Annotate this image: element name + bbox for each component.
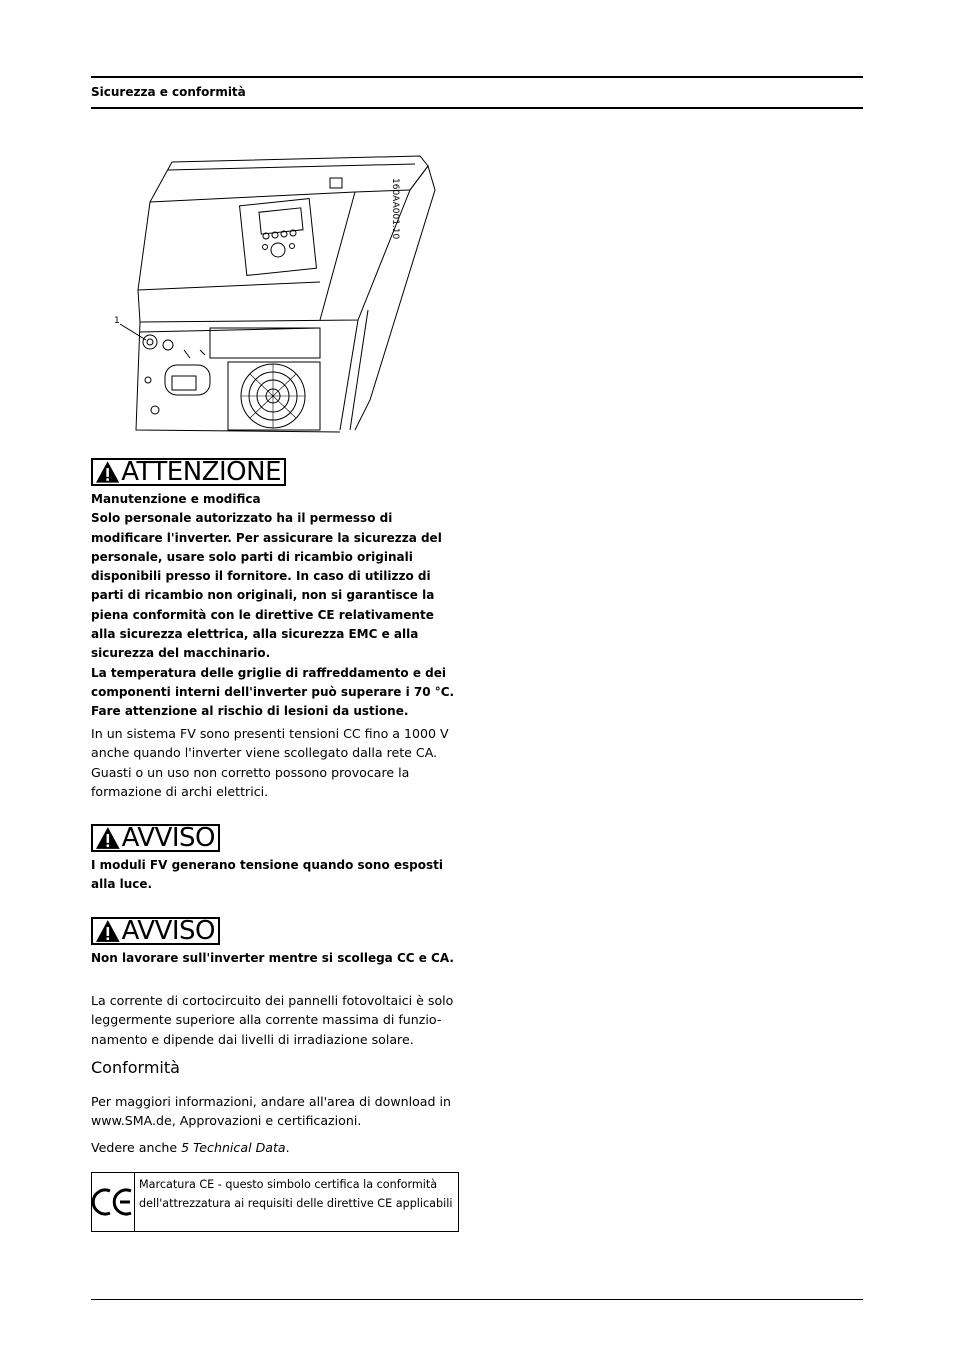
ce-marking-table <box>91 1172 459 1232</box>
see-also-reference[interactable]: 5 Technical Data <box>181 1140 286 1155</box>
figure-drawing-id: 160AA001.10 <box>390 178 400 240</box>
figure-callout-1: 1 <box>114 316 120 326</box>
see-also-suffix: . <box>285 1140 290 1155</box>
see-also-line <box>91 1138 459 1157</box>
conformita-paragraph: Per maggiori informazioni, andare all'area di download in www.SMA.de, Approvazioni e certificazioni. <box>91 1094 451 1129</box>
warning-icon <box>95 826 121 850</box>
avviso-banner-2 <box>91 917 220 945</box>
attenzione-label: ATTENZIONE <box>121 457 281 487</box>
warning-icon <box>95 460 120 484</box>
paragraph-fv-voltage: In un sistema FV sono presenti tensioni CC fino a 1000 V anche quando l'inverter viene scollegato dalla rete CA. Guasti o un uso non corretto possono provocare la formazione di archi elettrici. <box>91 726 449 799</box>
avviso-banner-1 <box>91 824 220 852</box>
see-also-prefix: Vedere anche <box>91 1140 182 1155</box>
ce-description-cell: Marcatura CE - questo simbolo certifica la conformità dell'attrezzatura ai requisiti delle direttive CE applicabili <box>139 1178 453 1210</box>
paragraph-short-circuit: La corrente di cortocircuito dei pannelli fotovoltaici è solo leggermente superiore alla corrente massima di funzio- namento e dipende dai livelli di irradiazione solare. <box>91 993 454 1047</box>
header-top-rule <box>91 76 863 78</box>
ce-mark-icon <box>92 1187 134 1217</box>
section-title-conformita: Conformità <box>91 1058 180 1077</box>
attenzione-heading: Manutenzione e modifica <box>91 492 261 506</box>
attenzione-body-1: Solo personale autorizzato ha il permesso di modificare l'inverter. Per assicurare la sicurezza del personale, usare solo parti di ricambio originali disponibili presso il fornitore. In caso di utilizzo di parti di ricambio non originali, non si garantisce la piena conformità con le direttive CE relativamente alla sicurezza elettrica, alla sicurezza EMC e alla sicurezza del macchinario. <box>91 511 442 661</box>
avviso-label-1: AVVISO <box>121 823 215 853</box>
attenzione-banner <box>91 458 286 486</box>
header-section-title: Sicurezza e conformità <box>91 85 246 99</box>
ce-symbol-cell <box>92 1173 135 1231</box>
attenzione-body-2: La temperatura delle griglie di raffreddamento e dei componenti interni dell'inverter può superare i 70 °C. Fare attenzione al rischio di lesioni da ustione. <box>91 665 455 719</box>
avviso-text-1: I moduli FV generano tensione quando sono esposti alla luce. <box>91 858 444 892</box>
warning-icon <box>95 919 121 943</box>
footer-rule <box>91 1299 863 1300</box>
inverter-figure <box>110 150 450 440</box>
avviso-label-2: AVVISO <box>121 916 215 946</box>
header-bottom-rule <box>91 107 863 109</box>
avviso-text-2: Non lavorare sull'inverter mentre si scollega CC e CA. <box>91 951 454 965</box>
